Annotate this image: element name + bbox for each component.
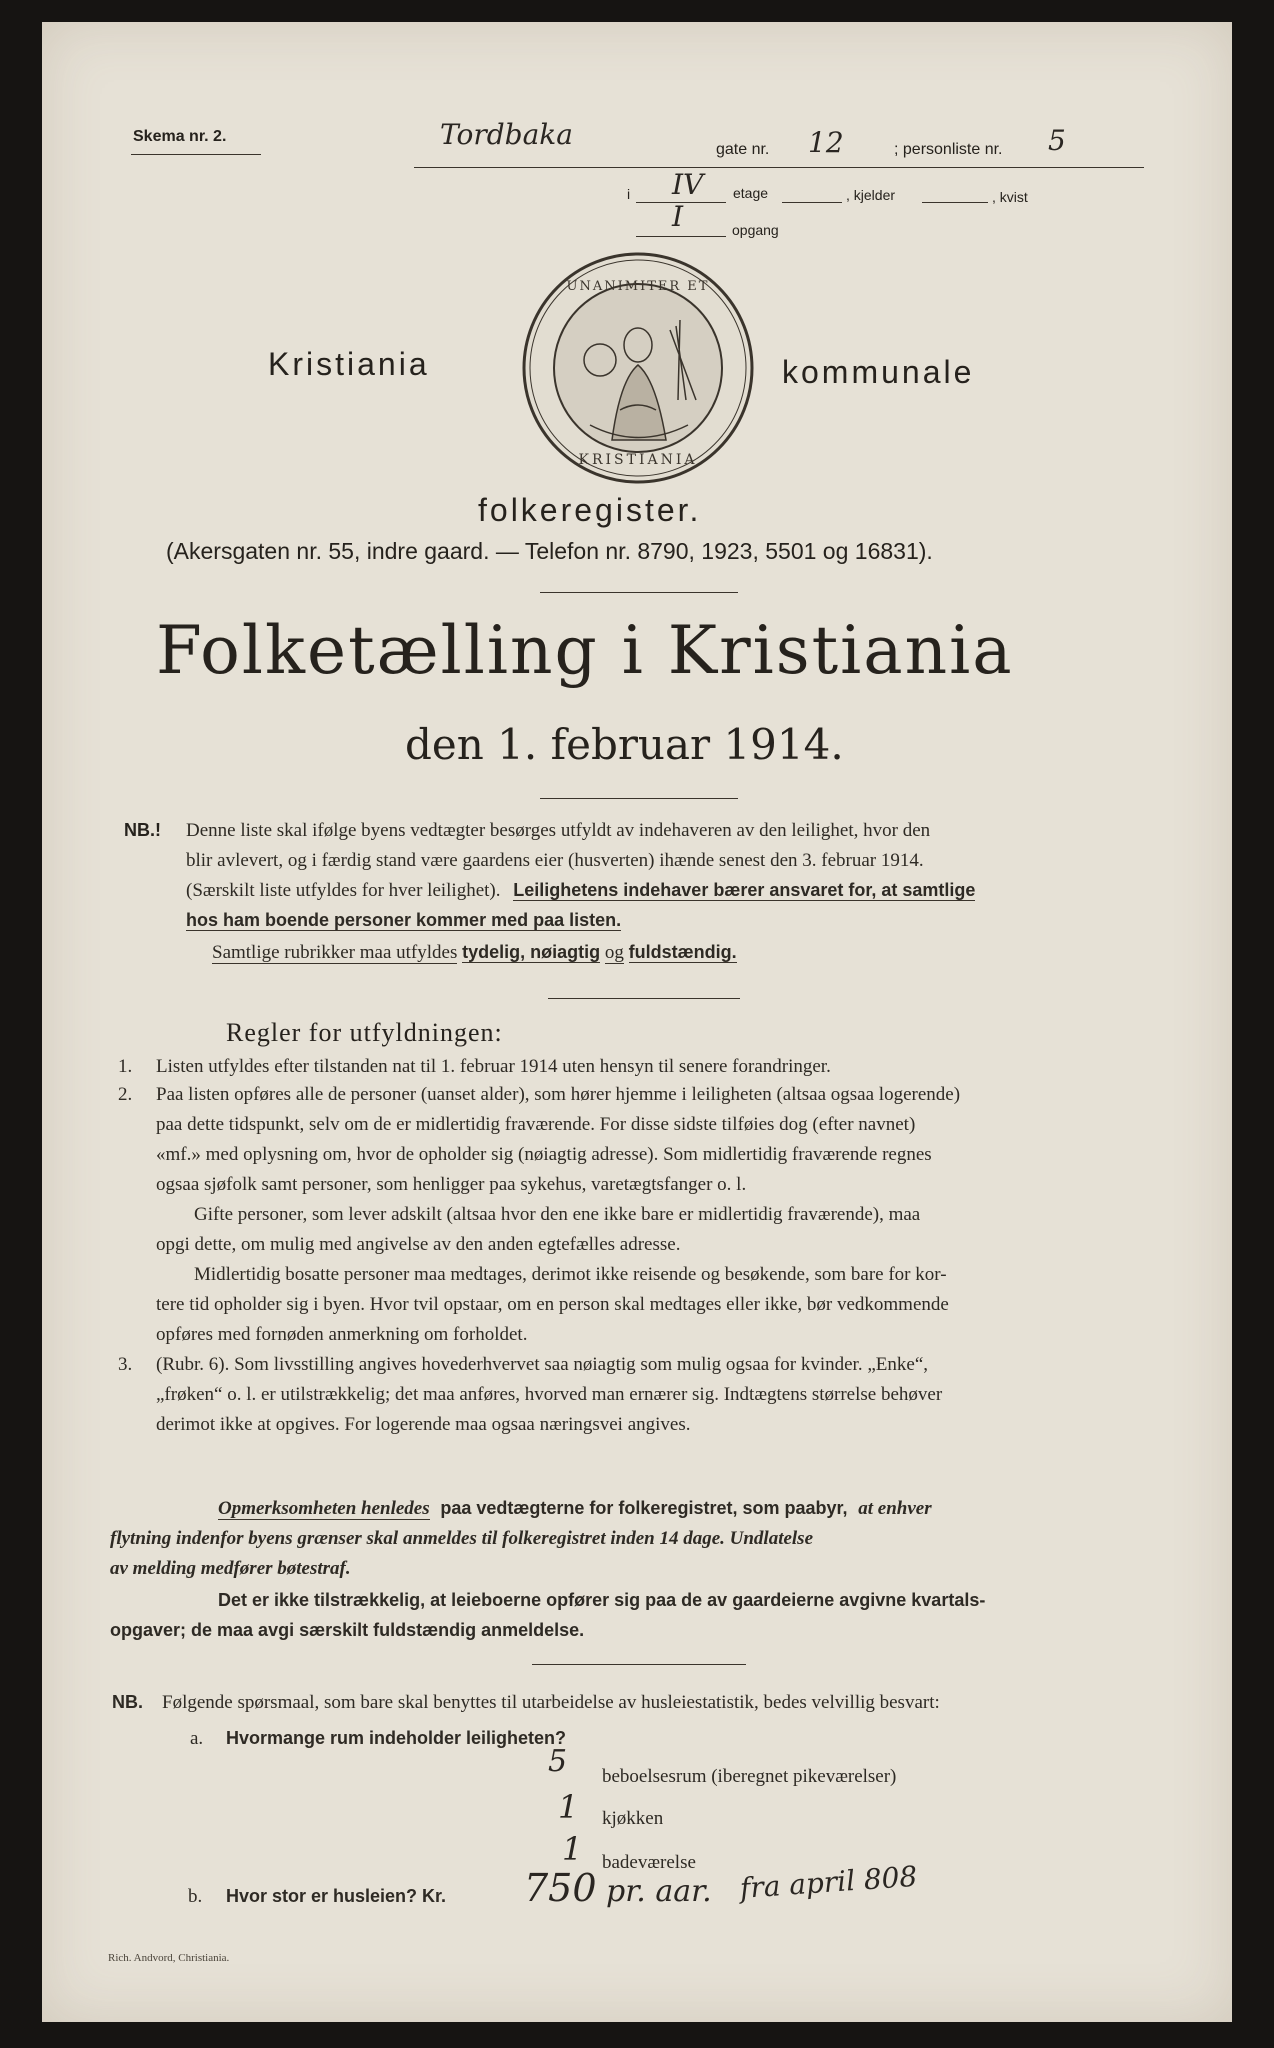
i-label: i	[627, 186, 631, 202]
notice-line-2: flytning indenfor byens grænser skal anmeldes til folkeregistret inden 14 dage. Undlatelse	[110, 1528, 814, 1549]
notice-line-5: opgaver; de maa avgi særskilt fuldstændig anmeldelse.	[110, 1620, 585, 1640]
census-date: den 1. februar 1914.	[405, 720, 844, 769]
nb1-line-2: blir avlevert, og i færdig stand være gaardens eier (husverten) ihænde senest den 3. februar 1914.	[186, 850, 924, 871]
rule-3-number: 3.	[118, 1354, 133, 1375]
kvist-label: , kvist	[992, 189, 1028, 205]
kitchen-label: kjøkken	[602, 1808, 664, 1829]
rule-2-line-5: Gifte personer, som lever adskilt (altsaa hvor den ene ikke bare er midlertidig fraværende), maa	[194, 1204, 921, 1225]
rule-2-line-4: ogsaa sjøfolk samt personer, som henligger paa sykehus, varetægtsfanger o. l.	[156, 1174, 747, 1195]
rule-2-line-2: paa dette tidspunkt, selv om de er midlertidig fraværende. For disse sidste tilføies dog (efter navnet)	[156, 1114, 916, 1135]
rent-unit-handwritten: pr. aar.	[606, 1874, 712, 1909]
printer-imprint: Rich. Andvord, Christiania.	[108, 1952, 230, 1964]
kitchen-count-handwritten: 1	[558, 1788, 579, 1826]
gate-number-handwritten: 12	[808, 126, 844, 159]
rule-2-line-8: tere tid opholder sig i byen. Hvor tvil opstaar, om en person skal medtages eller ikke, bør vedkommende	[156, 1294, 949, 1315]
kristiania-seal-logo	[520, 250, 756, 486]
bath-label: badeværelse	[602, 1852, 696, 1873]
nb1-line-4: hos ham boende personer kommer med paa listen.	[186, 910, 622, 930]
question-b-label: b.	[188, 1886, 203, 1907]
title-left: Kristiania	[268, 346, 430, 382]
etage-handwritten: IV	[672, 168, 704, 201]
notice-line-3: av melding medfører bøtestraf.	[110, 1558, 351, 1579]
rule-2-line-7: Midlertidig bosatte personer maa medtages, derimot ikke reisende og besøkende, som bare for kor-	[194, 1264, 947, 1285]
rules-heading: Regler for utfyldningen:	[226, 1018, 503, 1047]
rule-2-number: 2.	[118, 1084, 133, 1105]
title-right: kommunale	[782, 354, 975, 390]
rent-amount-handwritten: 750	[524, 1866, 597, 1910]
personliste-label: ; personliste nr.	[894, 141, 1003, 158]
main-title: Folketælling i Kristiania	[156, 612, 1014, 689]
address-line: (Akersgaten nr. 55, indre gaard. — Telefon nr. 8790, 1923, 5501 og 16831).	[166, 538, 933, 564]
bath-count-handwritten: 1	[562, 1830, 583, 1868]
gate-label: gate nr.	[716, 141, 770, 158]
svg-text:KRISTIANIA: KRISTIANIA	[578, 452, 698, 468]
svg-text:UNANIMITER ET: UNANIMITER ET	[566, 279, 710, 294]
rule-3-line-1: (Rubr. 6). Som livsstilling angives hovederhvervet saa nøiagtig som mulig ogsaa for kvinder. „Enke“,	[156, 1354, 928, 1375]
question-a-text: Hvormange rum indeholder leiligheten?	[226, 1728, 567, 1748]
rooms-count-handwritten: 5	[548, 1744, 568, 1779]
rent-note-handwritten: fra april 808	[738, 1859, 919, 1905]
question-a-label: a.	[190, 1728, 204, 1749]
notice-line-1: Opmerksomheten henledes paa vedtægterne for folkeregistret, som paabyr, at enhver	[218, 1498, 932, 1519]
skema-label: Skema nr. 2.	[133, 128, 227, 145]
rooms-label: beboelsesrum (iberegnet pikeværelser)	[602, 1766, 897, 1787]
nb-label-2: NB.	[112, 1692, 143, 1712]
nb1-line-3: (Særskilt liste utfyldes for hver leilighet). Leilighetens indehaver bærer ansvaret for, at samtlige	[186, 880, 976, 901]
street-name-handwritten: Tordbaka	[440, 118, 573, 151]
nb-label-1: NB.!	[124, 820, 161, 840]
nb1-line-5: Samtlige rubrikker maa utfyldes tydelig, nøiagtig og fuldstændig.	[212, 942, 737, 963]
opgang-handwritten: I	[672, 200, 684, 233]
rule-2-line-6: opgi dette, om mulig med angivelse av den anden egtefælles adresse.	[156, 1234, 681, 1255]
nb2-intro: Følgende spørsmaal, som bare skal benyttes til utarbeidelse av husleiestatistik, bedes velvillig besvart:	[162, 1692, 940, 1713]
rule-1-number: 1.	[118, 1056, 133, 1077]
rule-2-line-9: opføres med fornøden anmerkning om forholdet.	[156, 1324, 528, 1345]
rule-3-line-3: derimot ikke at opgives. For logerende maa ogsaa næringsvei angives.	[156, 1414, 691, 1435]
rule-2-line-1: Paa listen opføres alle de personer (uanset alder), som hører hjemme i leiligheten (altsaa ogsaa logerende)	[156, 1084, 961, 1105]
personliste-number-handwritten: 5	[1048, 124, 1066, 157]
nb1-line-1: Denne liste skal ifølge byens vedtægter besørges utfyldt av indehaveren av den leilighet, hvor den	[186, 820, 931, 841]
rule-2-line-3: «mf.» med oplysning om, hvor de opholder sig (nøiagtig adresse). Som midlertidig fraværende regnes	[156, 1144, 932, 1165]
opgang-label: opgang	[732, 222, 779, 238]
question-b-text: Hvor stor er husleien? Kr.	[226, 1886, 447, 1906]
etage-label: etage	[733, 185, 769, 201]
kjelder-label: , kjelder	[846, 187, 896, 203]
rule-3-line-2: „frøken“ o. l. er utilstrækkelig; det maa anføres, hvorved man ernærer sig. Indtægtens størrelse behøver	[156, 1384, 943, 1405]
notice-line-4: Det er ikke tilstrækkelig, at leieboerne opfører sig paa de av gaardeierne avgivne kvartals-	[218, 1590, 986, 1610]
rule-1-text: Listen utfyldes efter tilstanden nat til 1. februar 1914 uten hensyn til senere forandringer.	[156, 1056, 831, 1077]
title-folkeregister: folkeregister.	[478, 492, 702, 528]
